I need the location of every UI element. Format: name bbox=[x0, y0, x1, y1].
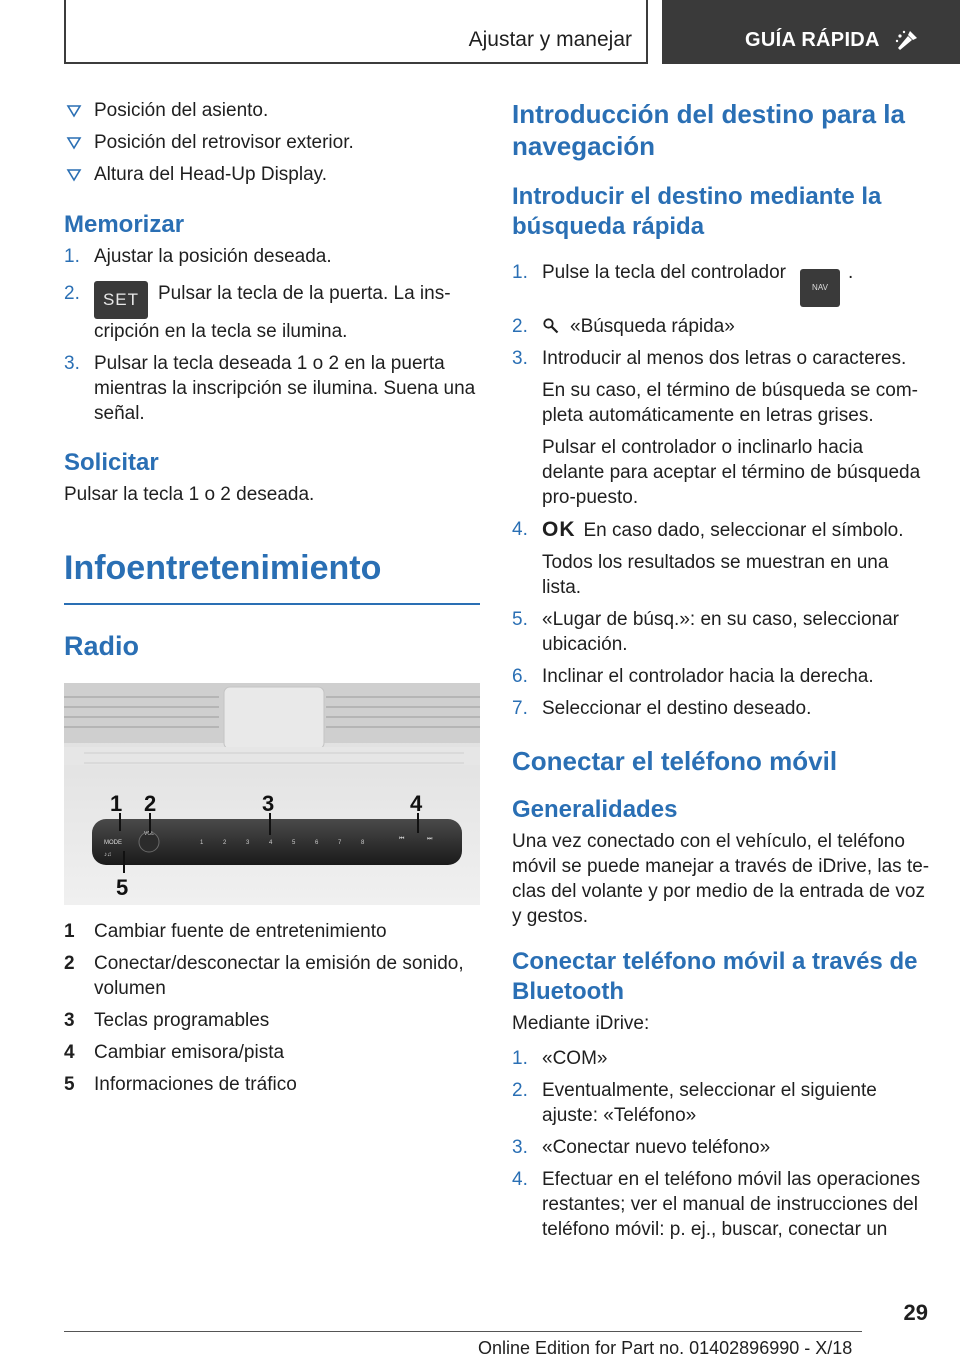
step-number: 5. bbox=[512, 609, 528, 630]
legend-number: 4 bbox=[64, 1042, 75, 1063]
header-section-title: Ajustar y manejar bbox=[468, 28, 632, 51]
step-number: 1. bbox=[64, 246, 80, 267]
figure-callout: 5 bbox=[116, 875, 129, 900]
list-item bbox=[512, 664, 930, 689]
step-note: Pulsar el controlador o inclinarlo hacia delante para aceptar el término de búsqueda pro-puesto. bbox=[542, 437, 921, 508]
svg-text:♪♫: ♪♫ bbox=[104, 852, 112, 858]
left-column bbox=[64, 98, 480, 1104]
legend-text: Cambiar emisora/pista bbox=[94, 1042, 285, 1063]
legend-text: Informaciones de tráfico bbox=[94, 1074, 297, 1095]
heading-divider bbox=[64, 603, 480, 605]
legend-number: 3 bbox=[64, 1010, 75, 1031]
step-text: En caso dado, seleccionar el símbolo. bbox=[583, 520, 904, 541]
step-text: «Lugar de búsq.»: en su caso, seleccionar ubicación. bbox=[542, 609, 900, 655]
list-item bbox=[64, 281, 480, 344]
step-text: «Conectar nuevo teléfono» bbox=[542, 1137, 771, 1158]
mode-key-label: MODE bbox=[104, 840, 122, 846]
list-item bbox=[64, 130, 480, 156]
list-item bbox=[512, 1046, 930, 1071]
step-number: 2. bbox=[512, 1080, 528, 1101]
figure-callout: 4 bbox=[410, 791, 423, 816]
volume-knob-label: VOL bbox=[144, 831, 155, 837]
legend-number: 1 bbox=[64, 921, 75, 942]
step-text: «Búsqueda rápida» bbox=[570, 316, 735, 337]
phone-heading: Conectar el teléfono móvil bbox=[512, 746, 838, 776]
list-item-text: Altura del Head-Up Display. bbox=[94, 164, 328, 185]
list-item bbox=[512, 696, 930, 721]
general-text: Una vez conectado con el vehículo, el teléfono móvil se puede manejar a través de iDrive, las te-clas del volante y por medio de la entrada de voz y gestos. bbox=[512, 831, 930, 927]
legend-text: Cambiar fuente de entretenimiento bbox=[94, 921, 387, 942]
legend-item bbox=[64, 951, 480, 1001]
step-text: Pulsar la tecla deseada 1 o 2 en la puerta mientras la inscripción se ilumina. Suena una señal. bbox=[94, 353, 476, 424]
step-text: Ajustar la posición deseada. bbox=[94, 246, 332, 267]
step-text: «COM» bbox=[542, 1048, 608, 1069]
step-note: Todos los resultados se muestran en una lista. bbox=[542, 552, 889, 598]
list-item-text: Posición del retrovisor exterior. bbox=[94, 132, 354, 153]
list-item bbox=[512, 1078, 930, 1128]
figure-callout: 2 bbox=[144, 791, 157, 816]
nav-key-icon: NAV bbox=[800, 269, 840, 307]
legend-text: Conectar/desconectar la emisión de sonido, volumen bbox=[94, 953, 464, 999]
infotainment-heading: Infoentretenimiento bbox=[64, 549, 382, 587]
list-item bbox=[64, 244, 480, 269]
legend-item bbox=[64, 1072, 480, 1097]
step-number: 1. bbox=[512, 1048, 528, 1069]
header-section-box bbox=[64, 0, 648, 64]
step-number: 7. bbox=[512, 698, 528, 719]
step-number: 2. bbox=[64, 283, 80, 304]
preset-key-label: 2 bbox=[223, 840, 227, 846]
general-heading: Generalidades bbox=[512, 796, 678, 823]
legend-item bbox=[64, 919, 480, 944]
legend-number: 5 bbox=[64, 1074, 75, 1095]
radio-heading: Radio bbox=[64, 631, 140, 661]
list-item bbox=[64, 162, 480, 188]
preset-key-label: 7 bbox=[338, 840, 342, 846]
preset-key-label: 5 bbox=[292, 840, 296, 846]
page-number: 29 bbox=[903, 1300, 928, 1325]
preset-key-label: 6 bbox=[315, 840, 319, 846]
step-number: 2. bbox=[512, 316, 528, 337]
list-item bbox=[512, 1135, 930, 1160]
step-number: 1. bbox=[512, 262, 528, 283]
bluetooth-heading: Conectar teléfono móvil a través de Bluetooth bbox=[512, 948, 918, 1005]
triangle-bullet-icon bbox=[66, 135, 82, 151]
triangle-bullet-icon bbox=[66, 103, 82, 119]
bluetooth-intro: Mediante iDrive: bbox=[512, 1013, 650, 1034]
figure-callout: 3 bbox=[262, 791, 275, 816]
quick-guide-icon bbox=[894, 28, 920, 54]
list-item bbox=[64, 98, 480, 124]
list-item bbox=[512, 346, 930, 371]
request-text: Pulsar la tecla 1 o 2 deseada. bbox=[64, 484, 315, 505]
step-text: Pulse la tecla del controlador bbox=[542, 262, 786, 283]
step-number: 4. bbox=[512, 519, 528, 540]
step-tail: . bbox=[847, 262, 854, 283]
svg-text:⏭: ⏭ bbox=[427, 836, 433, 842]
step-note: En su caso, el término de búsqueda se com-pleta automáticamente en letras grises. bbox=[542, 380, 918, 426]
search-icon bbox=[542, 317, 560, 335]
list-item bbox=[512, 260, 930, 307]
radio-panel-figure bbox=[64, 683, 480, 905]
list-item bbox=[512, 314, 930, 339]
header-guide-tab bbox=[662, 0, 960, 64]
ok-symbol-icon: OK bbox=[542, 518, 576, 541]
quick-search-heading: Introducir el destino mediante la búsqueda rápida bbox=[512, 183, 882, 240]
list-item bbox=[512, 1167, 930, 1242]
navigation-heading: Introducción del destino para la navegación bbox=[512, 99, 905, 161]
step-text: Inclinar el controlador hacia la derecha. bbox=[542, 666, 874, 687]
set-key-icon: SET bbox=[94, 281, 148, 319]
list-item-text: Posición del asiento. bbox=[94, 100, 269, 121]
list-item bbox=[512, 607, 930, 657]
step-number: 3. bbox=[512, 348, 528, 369]
right-column bbox=[512, 98, 930, 1249]
preset-key-label: 8 bbox=[361, 840, 365, 846]
step-number: 4. bbox=[512, 1169, 528, 1190]
figure-callout: 1 bbox=[110, 791, 123, 816]
step-number: 3. bbox=[64, 353, 80, 374]
step-number: 3. bbox=[512, 1137, 528, 1158]
step-text: Eventualmente, seleccionar el siguiente ajuste: «Teléfono» bbox=[542, 1080, 877, 1126]
memorize-heading: Memorizar bbox=[64, 211, 185, 238]
header-guide-label: GUÍA RÁPIDA bbox=[745, 29, 880, 51]
list-item bbox=[512, 517, 930, 543]
legend-item bbox=[64, 1040, 480, 1065]
list-item bbox=[64, 351, 480, 426]
step-text: Introducir al menos dos letras o caracteres. bbox=[542, 348, 907, 369]
step-text: Pulsar la tecla de la puerta. La ins-cripción en la tecla se ilumina. bbox=[94, 283, 451, 342]
step-text: Seleccionar el destino deseado. bbox=[542, 698, 812, 719]
footer-edition: Online Edition for Part no. 01402896990 - X/18 bbox=[478, 1338, 853, 1358]
svg-text:⏮: ⏮ bbox=[399, 836, 405, 842]
request-heading: Solicitar bbox=[64, 449, 159, 476]
footer-divider bbox=[64, 1331, 862, 1332]
legend-item bbox=[64, 1008, 480, 1033]
step-number: 6. bbox=[512, 666, 528, 687]
preset-key-label: 3 bbox=[246, 840, 250, 846]
preset-key-label: 4 bbox=[269, 840, 273, 846]
legend-number: 2 bbox=[64, 953, 75, 974]
legend-text: Teclas programables bbox=[94, 1010, 270, 1031]
step-text: Efectuar en el teléfono móvil las operaciones restantes; ver el manual de instrucciones del teléfono móvil: p. ej., buscar, conectar un bbox=[542, 1169, 921, 1240]
triangle-bullet-icon bbox=[66, 167, 82, 183]
preset-key-label: 1 bbox=[200, 840, 204, 846]
